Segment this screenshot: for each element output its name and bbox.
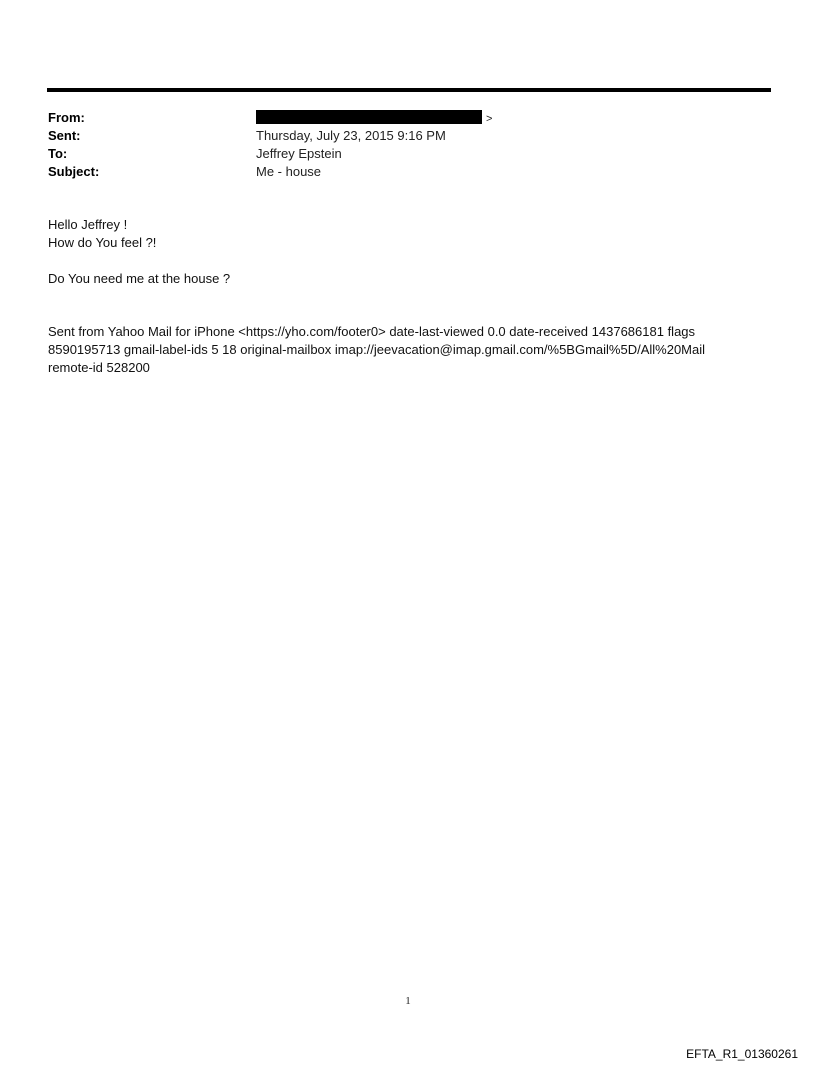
from-suffix: > — [486, 113, 493, 125]
to-label: To: — [48, 146, 68, 161]
from-value — [256, 109, 492, 128]
redaction-bar — [256, 110, 482, 124]
email-header — [48, 109, 748, 181]
sent-label: Sent: — [48, 128, 81, 143]
sent-row — [48, 127, 748, 145]
body-line-question: Do You need me at the house ? — [48, 271, 231, 286]
page-number: 1 — [405, 995, 411, 1007]
body-line-feel: How do You feel ?! — [48, 235, 157, 250]
email-signature: Sent from Yahoo Mail for iPhone <https://yho.com/footer0> date-last-viewed 0.0 date-received 1437686181 flags 8590195713 gmail-label-ids 5 18 original-mailbox imap://jeevacation@imap.gmail.com/%5BGmail%5D/All%20Mail remote-id 528200 — [48, 324, 706, 375]
to-value: Jeffrey Epstein — [256, 146, 342, 161]
sent-value: Thursday, July 23, 2015 9:16 PM — [256, 128, 446, 143]
header-divider-rule — [47, 88, 771, 92]
to-row — [48, 145, 748, 163]
body-line-greeting: Hello Jeffrey ! — [48, 217, 128, 232]
from-label: From: — [48, 110, 85, 125]
bates-number: EFTA_R1_01360261 — [686, 1047, 798, 1061]
from-row — [48, 109, 748, 127]
subject-row — [48, 163, 748, 181]
subject-label: Subject: — [48, 164, 100, 179]
email-greeting — [48, 216, 748, 252]
subject-value: Me - house — [256, 164, 322, 179]
